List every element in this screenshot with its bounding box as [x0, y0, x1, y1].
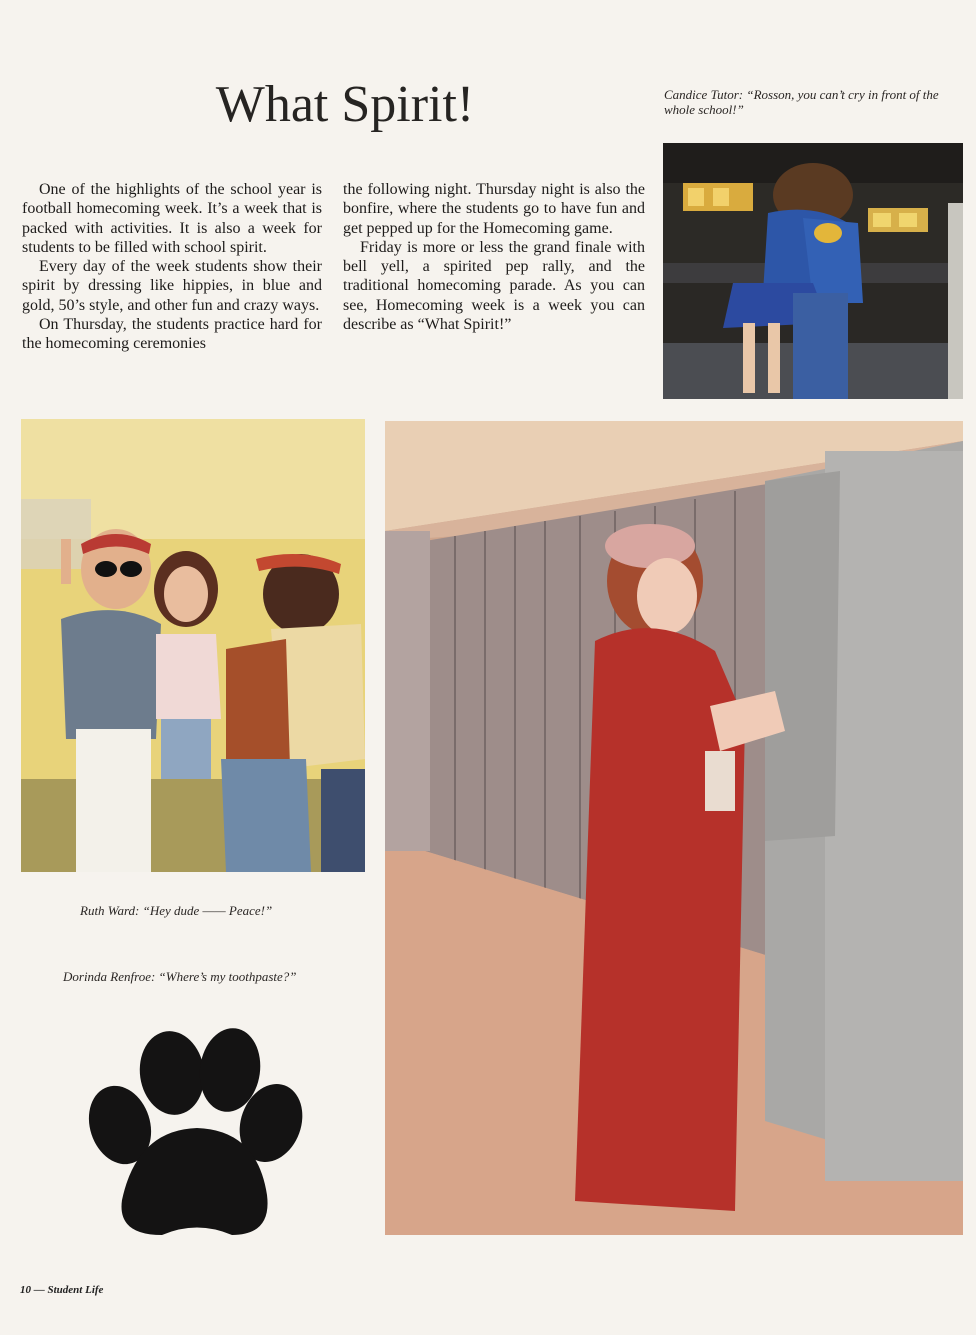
article-paragraph: the following night. Thursday night is also the bonfire, where the students go to have fun and get pepped up for the Homecoming game.	[343, 181, 645, 237]
photo-hippies	[21, 419, 365, 872]
photo-lockers	[385, 421, 963, 1235]
photo-hug	[663, 143, 963, 399]
article-column-left	[22, 180, 322, 354]
article-column-right	[343, 180, 645, 334]
article-paragraph: Friday is more or less the grand finale with bell yell, a spirited pep rally, and the traditional homecoming parade. As you can see, Homecoming week is a week you can describe as “What Spirit!”	[343, 238, 645, 334]
caption-dorinda: Dorinda Renfroe: “Where’s my toothpaste?”	[63, 969, 297, 984]
article-paragraph: On Thursday, the students practice hard for the homecoming ceremonies	[22, 316, 322, 353]
page-title: What Spirit!	[215, 76, 475, 133]
caption-candice: Candice Tutor: “Rosson, you can’t cry in front of the whole school!”	[664, 87, 939, 117]
article-paragraph: Every day of the week students show their spirit by dressing like hippies, in blue and gold, 50’s style, and other fun and crazy ways.	[22, 258, 322, 314]
caption-ruth: Ruth Ward: “Hey dude —— Peace!”	[80, 903, 273, 918]
page-footer: 10 — Student Life	[20, 1284, 104, 1296]
paw-print-icon	[82, 1020, 307, 1240]
article-paragraph: One of the highlights of the school year is football homecoming week. It’s a week that is packed with activities. It is also a week for students to be filled with school spirit.	[22, 181, 322, 256]
